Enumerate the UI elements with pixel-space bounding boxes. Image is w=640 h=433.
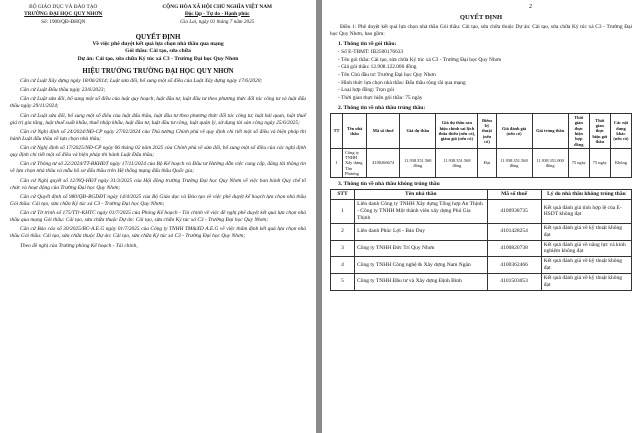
subtitle-line: Gói thầu: Cải tạo, sửa chữa [125,48,191,55]
table-cell: 75 ngày [589,148,610,177]
table-cell: Đạt [478,148,496,177]
table-header: Mã số thuế [367,114,400,149]
table-cell: 4100938735 [487,200,541,224]
table-cell: 1 [331,200,355,224]
national-motto-block [128,4,306,17]
table-cell: 11.938.351.568 đồng [436,148,478,177]
table-header-row [331,190,632,200]
legal-basis-paragraph: Căn cứ Luật sửa đổi, bổ sung một số điều của luật quy hoạch, luật đầu tư, luật đầu tư theo phương thức đối tác công tư và luật đấu thầu ngày 29/11/2024; [10,96,306,110]
table-cell: 11.938.351.568 đồng [400,148,436,177]
subtitle-line: Dự án: Cải tạo, sửa chữa Ký túc xá C3 - Trường Đại học Quy Nhơn [77,55,239,62]
legal-basis-paragraph: Căn cứ Luật Đấu thầu ngày 23/6/2023; [20,87,106,94]
table-header: Mã số thuế [487,190,541,200]
legal-basis-paragraph: Căn cứ Nghị định số 17/2025/NĐ-CP ngày 06 tháng 02 năm 2025 của Chính phủ về sửa đổi, bổ sung một số điều của các nghị định quy định chi tiết một số điều và biện pháp thi hành Luật Đấu thầu; [10,145,306,159]
legal-basis [10,78,306,250]
package-info-item: - Hình thức lựa chọn nhà thầu: Đấu thầu rộng rãi qua mạng [338,79,466,86]
table-row [331,240,632,257]
table-cell: 11.938.351.568 đồng [496,148,532,177]
section-2-title: 2. Thông tin về nhà thầu trúng thầu: [338,105,426,112]
table-header: Lý do nhà thầu không trúng thầu [541,190,631,200]
table-header: Tên nhà thầu [355,190,487,200]
package-info-item: - Tên gói thầu: Cải tạo, sửa chữa Ký túc xá C3 - Trường Đại học Quy Nhơn [338,56,502,63]
page-1 [0,0,316,433]
decision-subtitle [10,41,306,63]
package-info-list [330,49,632,102]
table-header: STT [331,190,355,200]
table-cell: 1 [331,148,343,177]
legal-basis-paragraph: Căn cứ Luật sửa đổi, bổ sung một số điều của luật đấu thầu, luật đầu tư theo phương thức đối tác công tư, luật hải quan, luật thuế giá trị gia tăng, luật thuế xuất khẩu, thuế nhập khẩu, luật đầu tư, luật đầu tư công, luật quản lý, sử dụng tài sản công ngày 25/6/2025; [10,112,306,126]
table-header: Thời gian thực hiện gói thầu [589,114,610,149]
legal-basis-paragraph: Căn cứ Nghị quyết số 12/NQ-HĐT ngày 31/3/2025 của Hội đồng trường Trường Đại học Quy Nhơn về việc ban hành Quy chế tổ chức và hoạt động của Trường Đại học Quy Nhơn; [10,177,306,191]
table-cell: Công ty TNHH Xây dựng Tân Phương [343,148,367,177]
table-cell: 4101428254 [487,223,541,240]
legal-basis-paragraph: Căn cứ Tờ trình số 175/TTr-KHTC ngày 01/7/2025 của Phòng Kế hoạch - Tài chính về việc đề nghị phê duyệt kết quả lựa chọn nhà thầu qua mạng Gói thầu: Cải tạo, sửa chữa thuộc Dự án: Cải tạo, sửa chữa Ký túc xá C3 - Trường Đại học Quy Nhơn; [10,210,306,224]
package-info-item: - Thời gian thực hiện gói thầu: 75 ngày [338,94,423,101]
table-header: TT [331,114,343,149]
table-header-row [331,114,632,149]
doc-number: Số: 1900/QĐ-ĐHQN [41,19,86,26]
table-cell: 3 [331,240,355,257]
table-header: Giá dự thầu [400,114,436,149]
legal-basis-paragraph: Theo đề nghị của Trưởng phòng Kế hoạch - Tài chính, [20,242,138,249]
page-number: 2 [529,4,532,10]
table-row [331,148,632,177]
section-3-title: 3. Thông tin về nhà thầu không trúng thầu [338,181,440,188]
table-row [331,200,632,224]
table-cell: Liên danh Công ty TNHH Xây dựng Tổng hợp An Thịnh - Công ty TNHH Một thành viên xây dựng Phú Gia Thịnh [355,200,487,224]
legal-basis-paragraph: Căn cứ Nghị định số 24/2024/NĐ-CP ngày 27/02/2024 của Thủ tướng Chính phủ về quy định chi tiết một số điều và biện pháp thi hành Luật đấu thầu về lựa chọn nhà thầu; [10,128,306,142]
package-info-item: - Giá gói thầu: 12.908.122.000 đồng [338,64,417,71]
letterhead [10,4,306,17]
table-cell: Kết quả đánh giá về kỹ thuật không đạt [541,257,631,274]
country-name: CỘNG HÒA XÃ HỘI CHỦ NGHĨA VIỆT NAM [162,4,273,10]
package-info-item: - Tên Chủ đầu tư: Trường Đại học Quy Nhơn [338,71,436,78]
agency-block [10,4,117,17]
table-header: Giá đánh giá (nếu có) [496,114,532,149]
table-cell: 4101503053 [487,274,541,291]
table-cell: 5 [331,274,355,291]
issuer-title: HIỆU TRƯỞNG TRƯỜNG ĐẠI HỌC QUY NHƠN [82,68,234,76]
page-2 [322,0,640,433]
section-1-title: 1. Thông tin về gói thầu: [338,41,397,48]
decision-title: QUYẾT ĐỊNH [135,33,181,42]
ministry-name: BỘ GIÁO DỤC VÀ ĐÀO TẠO [29,4,98,10]
legal-basis-paragraph: Căn cứ Luật Xây dựng ngày 18/06/2014; Luật sửa đổi, bổ sung một số điều của Luật Xây dựng ngày 17/6/2020; [20,78,263,85]
motto: Độc lập - Tự do - Hạnh phúc [184,10,250,17]
table-cell: 4 [331,257,355,274]
table-header: Giá dự thầu sau hiệu chỉnh sai lệch thừa thiếu (nếu có), giảm giá (nếu có) [436,114,478,149]
table-cell: Kết quả đánh giá tính hợp lệ của E-HSDT không đạt [541,200,631,224]
table-header: Điểm kỹ thuật (nếu có) [478,114,496,149]
table-cell: 4100266674 [367,148,400,177]
table-row [331,257,632,274]
table-header: Tên nhà thầu [343,114,367,149]
losing-bidders-table [330,189,632,291]
winning-bidder-table [330,113,632,178]
decision-heading: QUYẾT ĐỊNH [459,14,503,21]
legal-basis-paragraph: Căn cứ Quyết định số 980/QĐ-BGDĐT ngày 14/4/2025 của Bộ Giáo dục và Đào tạo về việc phê duyệt kế hoạch lựa chọn nhà thầu Gói thầu: Cải tạo, sửa chữa Ký túc xá C3 - Trường Đại học Quy Nhơn; [10,193,306,207]
table-cell: Công ty TNHH Đầu tư và Xây dựng Định Bình [355,274,487,291]
article-1: Điều 1: Phê duyệt kết quả lựa chọn nhà thầu Gói thầu: Cải tạo, sửa chữa thuộc Dự án: Cải tạo, sửa chữa Ký túc xá C3 - Trường Đại học Quy Nhơn, bao gồm: [330,24,632,38]
table-row [331,274,632,291]
place-date: Gia Lai, ngày 01 tháng 7 năm 2025 [180,19,255,26]
table-cell: 2 [331,223,355,240]
table-header: Giá trúng thầu [532,114,568,149]
table-cell: 11.938.351.000 đồng [532,148,568,177]
table-cell: Công ty TNHH Công nghệ & Xây dựng Nam Ngân [355,257,487,274]
legal-basis-paragraph: Căn cứ Thông tư số 22/2024/TT-BKHĐT ngày 17/11/2024 của Bộ Kế hoạch và Đầu tư Hướng dẫn việc cung cấp, đăng tải thông tin về lựa chọn nhà thầu và mẫu hồ sơ đấu thầu trên Hệ thống mạng đấu thầu Quốc gia; [10,161,306,175]
legal-basis-paragraph: Căn cứ Báo cáo số 30/2025/BC-A.E.G ngày 01/7/2025 của Công ty TNHH TM&XD A.E.G về việc thẩm định kết quả lựa chọn nhà thầu Gói thầu: Cải tạo, sửa chữa thuộc Dự án: Cải tạo, sửa chữa Ký túc xá C3 - Trường Đại học Quy Nhơn; [10,226,306,240]
subtitle-line: Về việc phê duyệt kết quả lựa chọn nhà thầu qua mạng [92,41,224,48]
table-header: Thời gian thực hiện hợp đồng [568,114,589,149]
table-header: Các nội dung khác (nếu có) [610,114,631,149]
table-cell: Công ty TNHH Đức Trí Quy Nhơn [355,240,487,257]
package-info-item: - Số E-TBMT: IB2500176633 [338,49,404,56]
table-cell: 75 ngày [568,148,589,177]
table-cell: Liên danh Phúc Lợi - Bảo Duy [355,223,487,240]
table-cell: Kết quả đánh giá về kỹ thuật không đạt [541,274,631,291]
table-cell: 4100820738 [487,240,541,257]
table-row [331,223,632,240]
table-cell: 4100362466 [487,257,541,274]
table-cell: Kết quả đánh giá về năng lực và kinh nghiệm không đạt [541,240,631,257]
university-name: TRƯỜNG ĐẠI HỌC QUY NHƠN [24,10,103,17]
package-info-item: - Loại hợp đồng: Trọn gói [338,87,395,94]
table-cell: Không [610,148,631,177]
table-cell: Kết quả đánh giá về kỹ thuật không đạt [541,223,631,240]
doc-meta-row [10,19,306,25]
